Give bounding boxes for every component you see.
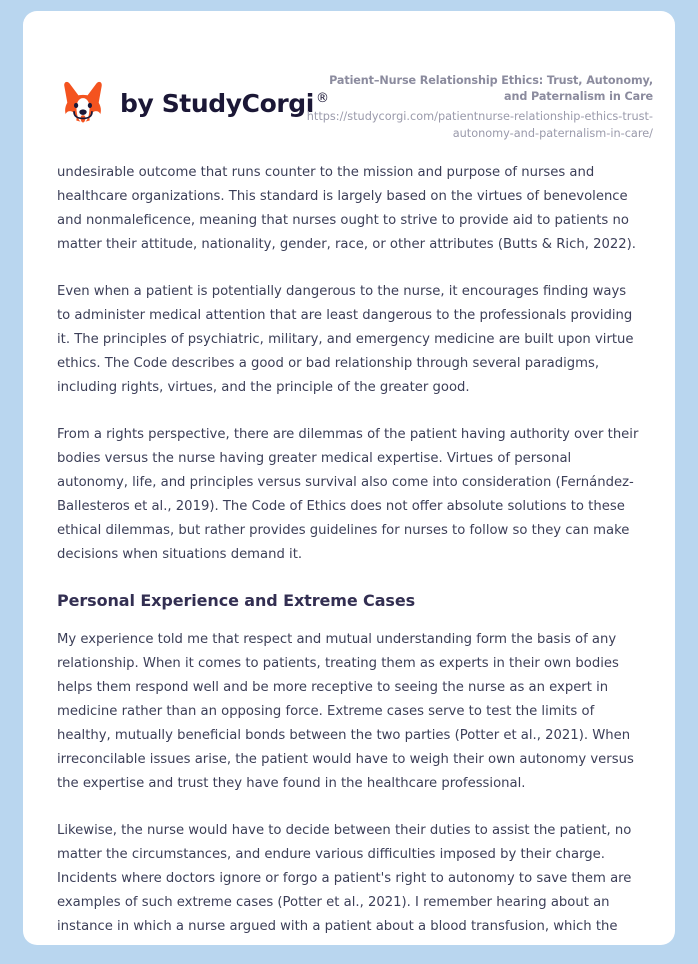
section-heading-personal-experience: Personal Experience and Extreme Cases [57, 591, 415, 610]
document-url[interactable]: https://studycorgi.com/patientnurse-relationship-ethics-trust-autonomy-and-paternalism-in-care/ [306, 110, 653, 140]
document-header [23, 11, 675, 161]
registered-trademark-icon: ® [315, 91, 329, 107]
document-page-card [23, 11, 675, 945]
brand-wordmark [120, 89, 329, 118]
brand-name-text: by StudyCorgi [120, 88, 314, 118]
paragraph-4: My experience told me that respect and mutual understanding form the basis of any relationship. When it comes to patients, treating them as experts in their own bodies helps them respond well and be more receptive to seeing the nurse as an expert in medicine rather than an opposing force. Extreme cases serve to test the limits of healthy, mutually beneficial bonds between the two parties (Potter et al., 2021). When irreconcilable issues arise, the patient would have to weigh their own autonomy versus the expertise and trust they have found in the healthcare professional. [57, 632, 634, 791]
paragraph-5: Likewise, the nurse would have to decide between their duties to assist the patient, no matter the circumstances, and endure various difficulties imposed by their charge. Incidents where doctors ignore or forgo a patient's right to autonomy to save them are examples of such extreme cases (Potter et al., 2021). I remember hearing about an instance in which a nurse argued with a patient about a blood transfusion, which the [57, 823, 632, 934]
document-body [23, 161, 675, 939]
paragraph-2: Even when a patient is potentially dangerous to the nurse, it encourages finding ways to administer medical attention that are least dangerous to the professionals providing it. The principles of psychiatric, military, and emergency medicine are built upon virtue ethics. The Code describes a good or bad relationship through several paradigms, including rights, virtues, and the principle of the greater good. [57, 284, 634, 395]
document-title: Patient–Nurse Relationship Ethics: Trust, Autonomy, and Paternalism in Care [329, 74, 653, 103]
header-meta [303, 73, 653, 142]
paragraph-1: undesirable outcome that runs counter to the mission and purpose of nurses and healthcare organizations. This standard is largely based on the virtues of benevolence and nonmaleficence, meaning that nurses ought to strive to provide aid to patients no matter their attitude, nationality, gender, race, or other attributes (Butts & Rich, 2022). [57, 165, 636, 252]
paragraph-3: From a rights perspective, there are dilemmas of the patient having authority over their bodies versus the nurse having greater medical expertise. Virtues of personal autonomy, life, and principles versus survival also come into consideration (Fernández-Ballesteros et al., 2019). The Code of Ethics does not offer absolute solutions to these ethical dilemmas, but rather provides guidelines for nurses to follow so they can make decisions when situations demand it. [57, 427, 639, 562]
corgi-logo-icon [57, 77, 109, 129]
brand-block[interactable] [57, 77, 329, 129]
